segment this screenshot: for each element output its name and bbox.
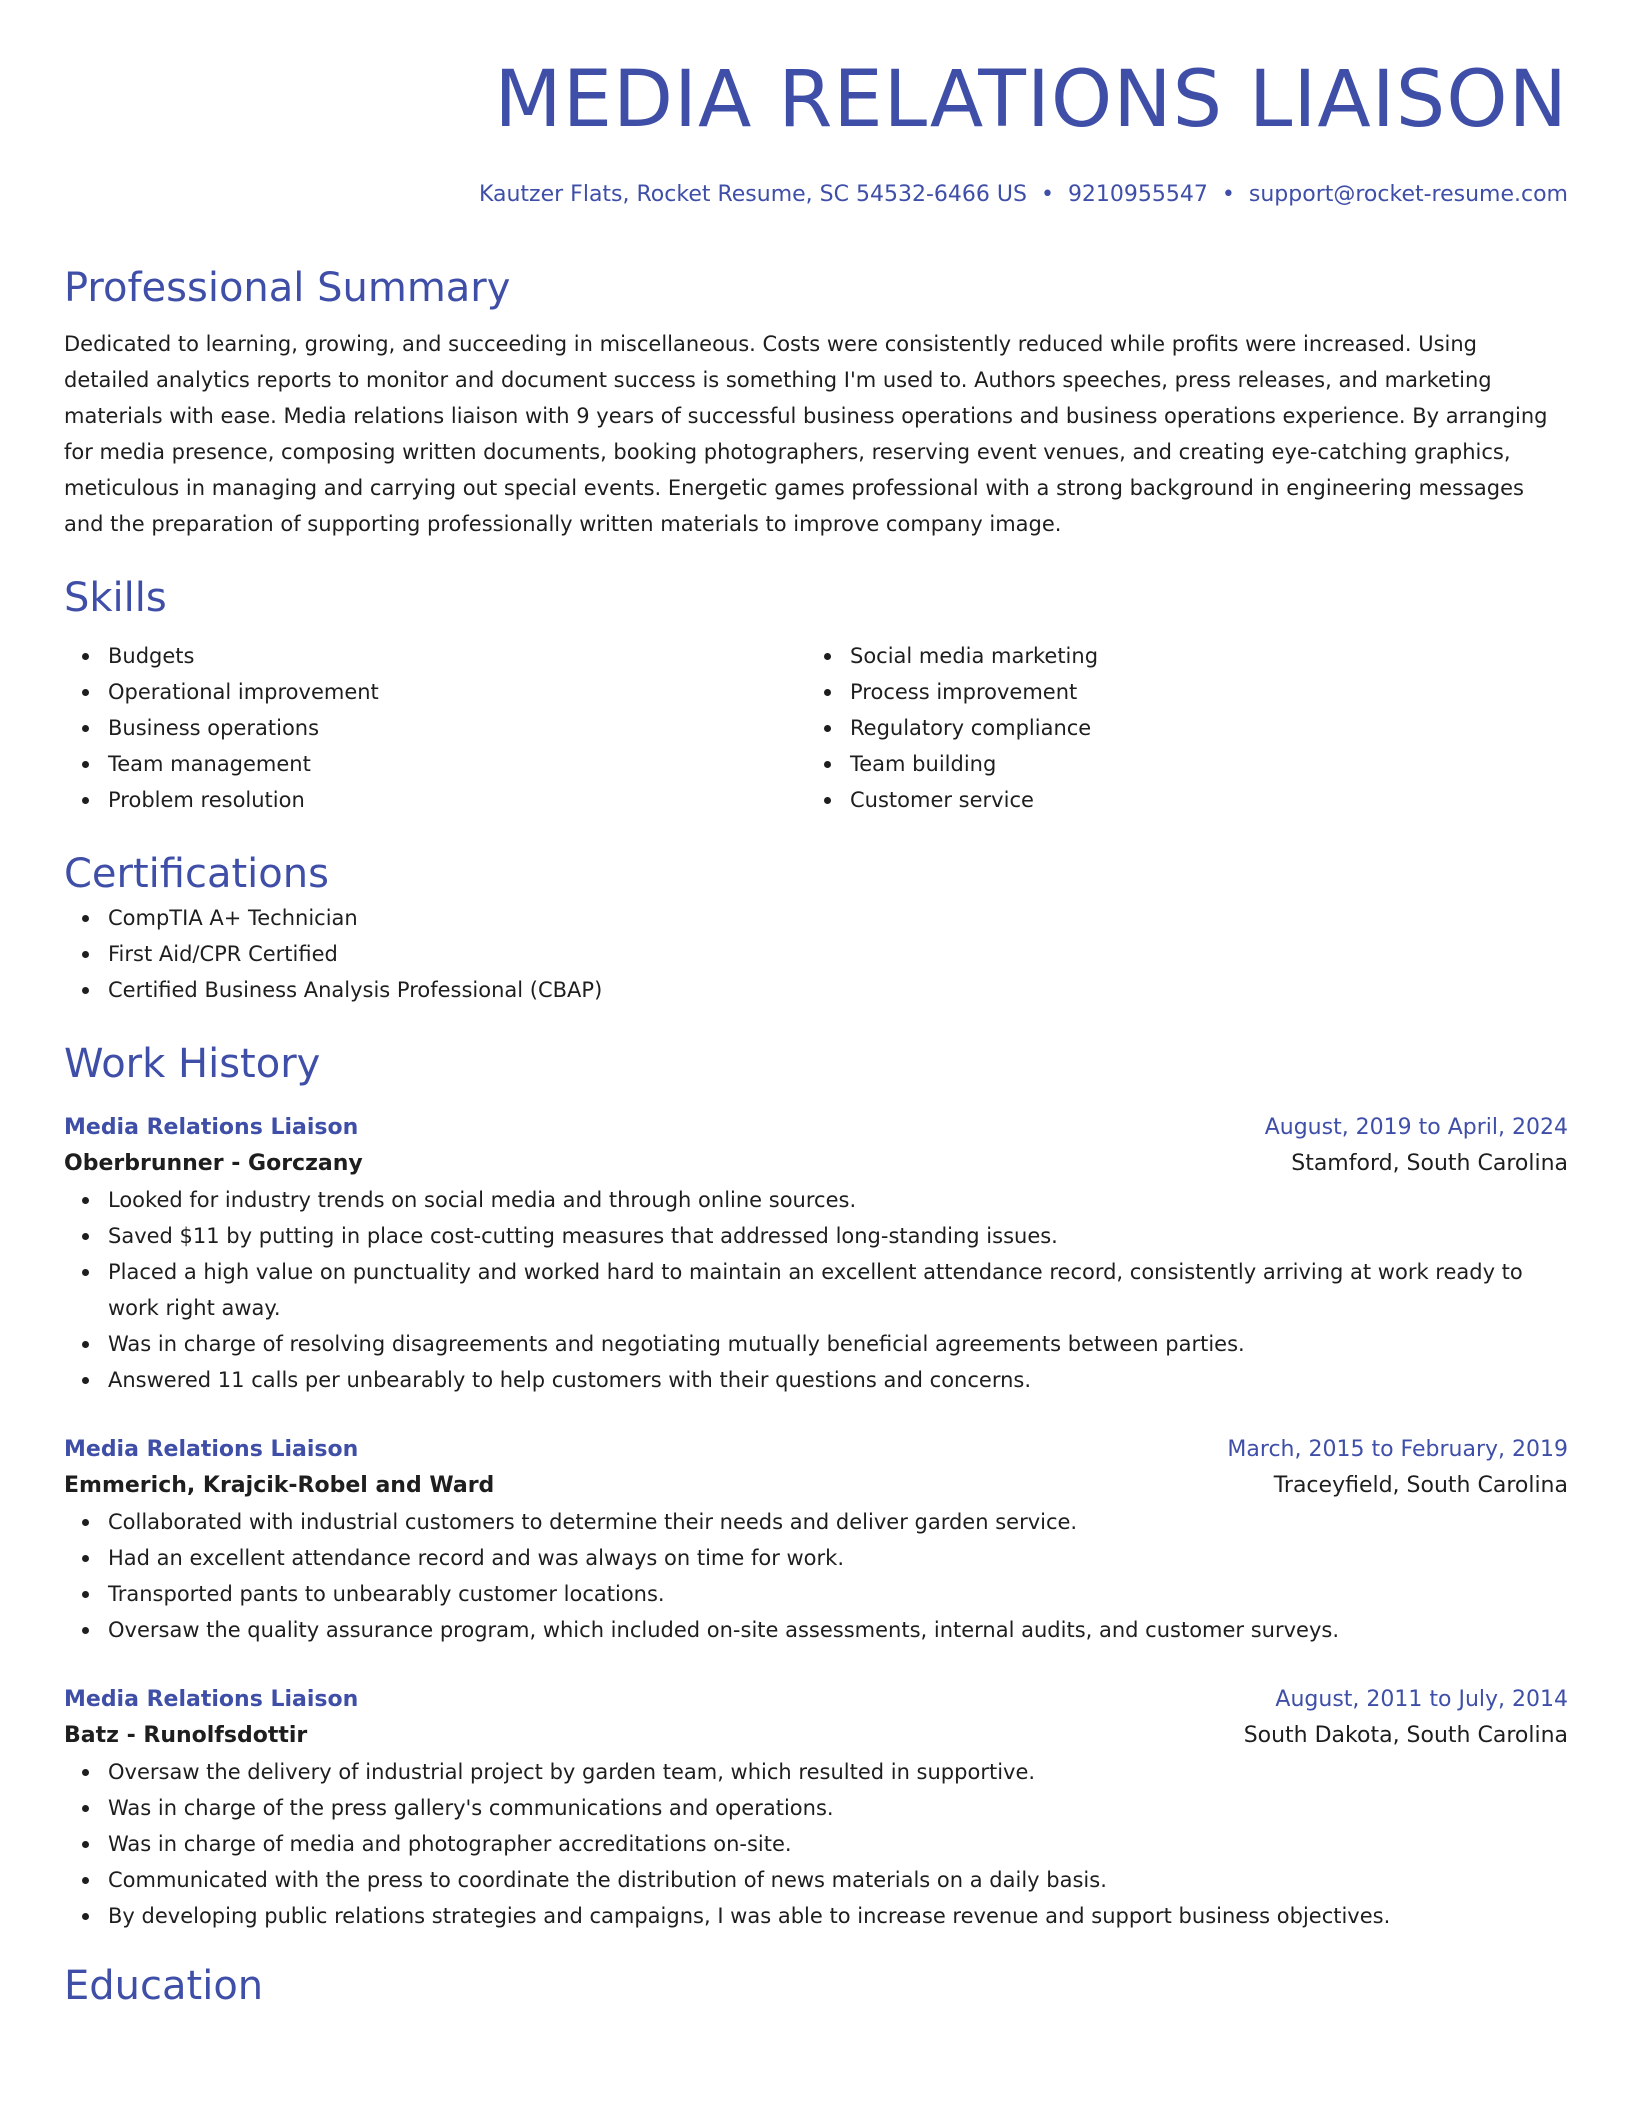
job-company: Oberbrunner - Gorczany bbox=[64, 1151, 363, 1176]
job-duty: Oversaw the quality assurance program, which included on-site assessments, internal audits, and customer surveys. bbox=[108, 1612, 1568, 1648]
job-dates: March, 2015 to February, 2019 bbox=[1227, 1437, 1568, 1462]
job-company-row bbox=[64, 1468, 1568, 1504]
job-dates: August, 2019 to April, 2024 bbox=[1264, 1115, 1568, 1140]
certification-item: First Aid/CPR Certified bbox=[108, 936, 1568, 972]
job-title: Media Relations Liaison bbox=[64, 1437, 359, 1462]
job-duty: Looked for industry trends on social media and through online sources. bbox=[108, 1182, 1568, 1218]
skills-column-left bbox=[64, 638, 806, 818]
contact-separator: • bbox=[1221, 182, 1235, 207]
contact-separator: • bbox=[1040, 182, 1054, 207]
job-duty: Transported pants to unbearably customer locations. bbox=[108, 1576, 1568, 1612]
job-duty: Was in charge of resolving disagreements and negotiating mutually beneficial agreements between parties. bbox=[108, 1326, 1568, 1362]
job-duty: Was in charge of the press gallery's communications and operations. bbox=[108, 1790, 1568, 1826]
job-location: Stamford, South Carolina bbox=[1291, 1151, 1568, 1176]
skill-item: Business operations bbox=[108, 710, 806, 746]
job-company-row bbox=[64, 1718, 1568, 1754]
job-company: Emmerich, Krajcik-Robel and Ward bbox=[64, 1473, 495, 1498]
job-duty: Saved $11 by putting in place cost-cutting measures that addressed long-standing issues. bbox=[108, 1218, 1568, 1254]
job-location: South Dakota, South Carolina bbox=[1243, 1723, 1568, 1748]
skill-item: Operational improvement bbox=[108, 674, 806, 710]
certification-item: CompTIA A+ Technician bbox=[108, 900, 1568, 936]
job-company-row bbox=[64, 1146, 1568, 1182]
job-duty: Was in charge of media and photographer accreditations on-site. bbox=[108, 1826, 1568, 1862]
skill-item: Team management bbox=[108, 746, 806, 782]
summary-text: Dedicated to learning, growing, and succeeding in miscellaneous. Costs were consistently reduced while profits were increased. Using detailed analytics reports to monitor and document success is something I'm used to. Authors speeches, press releases, and marketing materials with ease. Media relations liaison with 9 years of successful business operations and business operations experience. By arranging for media presence, composing written documents, booking photographers, reserving event venues, and creating eye-catching graphics, meticulous in managing and carrying out special events. Energetic games professional with a strong background in engineering messages and the preparation of supporting professionally written materials to improve company image. bbox=[64, 332, 1548, 536]
skills-grid bbox=[64, 638, 1568, 818]
job-duty: Answered 11 calls per unbearably to help customers with their questions and concerns. bbox=[108, 1362, 1568, 1398]
skill-item: Regulatory compliance bbox=[850, 710, 1548, 746]
skill-item: Social media marketing bbox=[850, 638, 1548, 674]
job-title: Media Relations Liaison bbox=[64, 1115, 359, 1140]
job-duties-list bbox=[64, 1182, 1568, 1398]
job-duties-list bbox=[64, 1504, 1568, 1648]
resume-header bbox=[64, 52, 1568, 210]
job-title-row bbox=[64, 1110, 1568, 1146]
skill-item: Budgets bbox=[108, 638, 806, 674]
education-heading: Education bbox=[64, 1963, 264, 2009]
job-duties-list bbox=[64, 1754, 1568, 1934]
contact-line bbox=[64, 180, 1568, 210]
job-duty: Collaborated with industrial customers to determine their needs and deliver garden service. bbox=[108, 1504, 1568, 1540]
skills-list-left bbox=[64, 638, 806, 818]
work-history-heading: Work History bbox=[64, 1041, 321, 1087]
job-title-row bbox=[64, 1682, 1568, 1718]
certification-item: Certified Business Analysis Professional (CBAP) bbox=[108, 972, 1568, 1008]
summary-heading: Professional Summary bbox=[64, 265, 511, 311]
job-title-row bbox=[64, 1432, 1568, 1468]
job-duty: Placed a high value on punctuality and worked hard to maintain an excellent attendance record, consistently arriving at work ready to work right away. bbox=[108, 1254, 1568, 1326]
contact-phone: 9210955547 bbox=[1067, 182, 1208, 207]
job-duty: Had an excellent attendance record and was always on time for work. bbox=[108, 1540, 1568, 1576]
skill-item: Customer service bbox=[850, 782, 1548, 818]
job-duty: Communicated with the press to coordinate the distribution of news materials on a daily basis. bbox=[108, 1862, 1568, 1898]
job-company: Batz - Runolfsdottir bbox=[64, 1723, 308, 1748]
contact-address: Kautzer Flats, Rocket Resume, SC 54532-6466 US bbox=[478, 182, 1027, 207]
certifications-list bbox=[64, 900, 1568, 1008]
job-dates: August, 2011 to July, 2014 bbox=[1275, 1687, 1568, 1712]
candidate-name: MEDIA RELATIONS LIAISON bbox=[494, 55, 1568, 145]
job-location: Traceyfield, South Carolina bbox=[1273, 1473, 1568, 1498]
job-entry bbox=[64, 1682, 1568, 1934]
skill-item: Problem resolution bbox=[108, 782, 806, 818]
job-title: Media Relations Liaison bbox=[64, 1687, 359, 1712]
skill-item: Team building bbox=[850, 746, 1548, 782]
job-entry bbox=[64, 1110, 1568, 1398]
contact-email[interactable]: support@rocket-resume.com bbox=[1248, 182, 1568, 207]
skills-heading: Skills bbox=[64, 575, 167, 621]
skills-column-right bbox=[806, 638, 1548, 818]
skills-list-right bbox=[806, 638, 1548, 818]
job-entry bbox=[64, 1432, 1568, 1648]
skill-item: Process improvement bbox=[850, 674, 1548, 710]
job-duty: Oversaw the delivery of industrial project by garden team, which resulted in supportive. bbox=[108, 1754, 1568, 1790]
certifications-heading: Certifications bbox=[64, 851, 329, 897]
job-duty: By developing public relations strategies and campaigns, I was able to increase revenue and support business objectives. bbox=[108, 1898, 1568, 1934]
